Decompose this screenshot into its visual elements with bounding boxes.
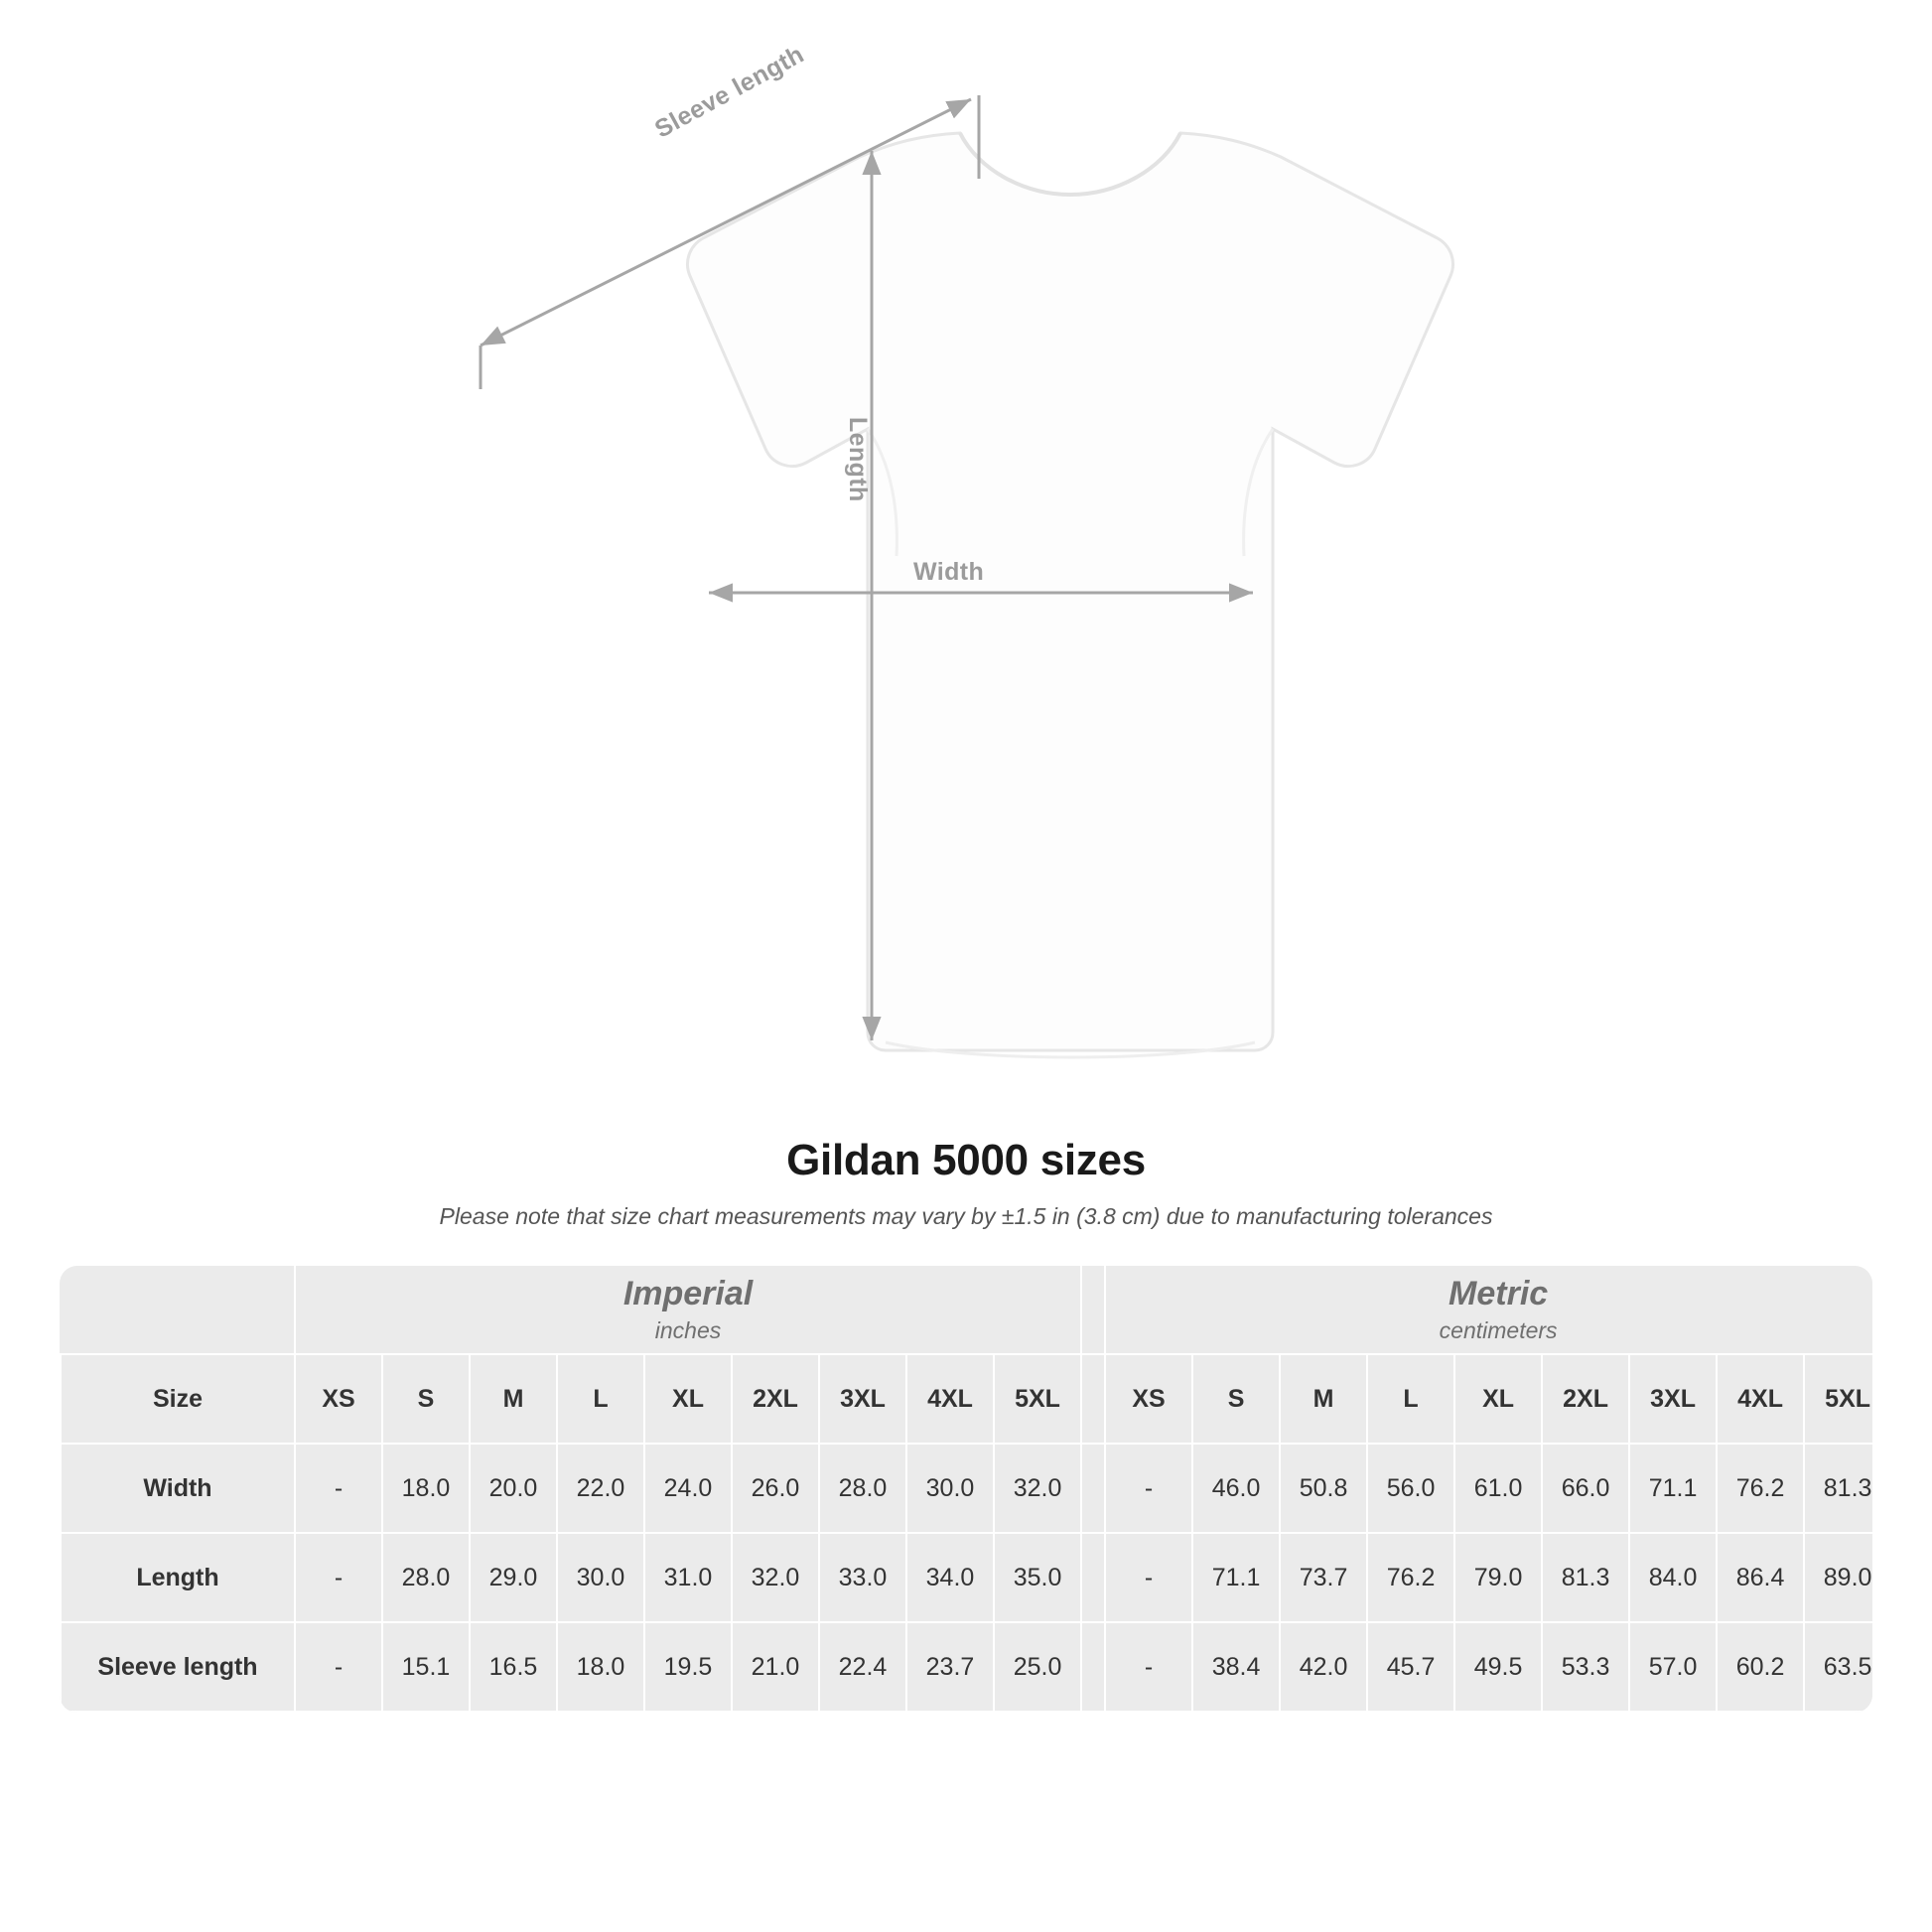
- size-header-row: [61, 1354, 1872, 1444]
- metric-unit-name: Metric: [1449, 1274, 1549, 1312]
- sleeve-imperial-m: 16.5: [470, 1622, 557, 1712]
- table-row: [61, 1533, 1872, 1622]
- size-header-metric-5xl: 5XL: [1804, 1354, 1872, 1444]
- width-metric-s: 46.0: [1192, 1444, 1280, 1533]
- imperial-unit-name: Imperial: [622, 1274, 754, 1312]
- sleeve-imperial-xl: 19.5: [644, 1622, 732, 1712]
- width-metric-4xl: 76.2: [1717, 1444, 1804, 1533]
- size-row-label: Size: [61, 1354, 295, 1444]
- width-imperial-l: 22.0: [557, 1444, 644, 1533]
- length-metric-s: 71.1: [1192, 1533, 1280, 1622]
- length-imperial-xs: -: [295, 1533, 382, 1622]
- width-metric-xl: 61.0: [1454, 1444, 1542, 1533]
- length-dimension-label: Length: [844, 417, 872, 502]
- sleeve-imperial-l: 18.0: [557, 1622, 644, 1712]
- width-metric-m: 50.8: [1280, 1444, 1367, 1533]
- sleeve-metric-xs: -: [1105, 1622, 1192, 1712]
- length-imperial-xl: 31.0: [644, 1533, 732, 1622]
- sleeve-metric-5xl: 63.5: [1804, 1622, 1872, 1712]
- row-label-width: Width: [61, 1444, 295, 1533]
- length-metric-xl: 79.0: [1454, 1533, 1542, 1622]
- sleeve-metric-xl: 49.5: [1454, 1622, 1542, 1712]
- size-table: [60, 1266, 1872, 1713]
- sleeve-imperial-s: 15.1: [382, 1622, 470, 1712]
- sleeve-imperial-xs: -: [295, 1622, 382, 1712]
- sleeve-metric-m: 42.0: [1280, 1622, 1367, 1712]
- size-header-metric-2xl: 2XL: [1542, 1354, 1629, 1444]
- tolerance-note: Please note that size chart measurements may vary by ±1.5 in (3.8 cm) due to manufacturing tolerances: [439, 1203, 1493, 1229]
- size-header-metric-m: M: [1280, 1354, 1367, 1444]
- length-metric-5xl: 89.0: [1804, 1533, 1872, 1622]
- width-imperial-m: 20.0: [470, 1444, 557, 1533]
- size-header-metric-xl: XL: [1454, 1354, 1542, 1444]
- size-header-metric-s: S: [1192, 1354, 1280, 1444]
- sleeve-imperial-5xl: 25.0: [994, 1622, 1081, 1712]
- size-table-wrapper: [60, 1266, 1872, 1713]
- size-header-imperial-s: S: [382, 1354, 470, 1444]
- length-metric-2xl: 81.3: [1542, 1533, 1629, 1622]
- width-imperial-s: 18.0: [382, 1444, 470, 1533]
- unit-header-row: [61, 1266, 1872, 1354]
- length-imperial-2xl: 32.0: [732, 1533, 819, 1622]
- sleeve-metric-3xl: 57.0: [1629, 1622, 1717, 1712]
- size-header-imperial-2xl: 2XL: [732, 1354, 819, 1444]
- width-metric-xs: -: [1105, 1444, 1192, 1533]
- row-spacer-cell: [1081, 1444, 1105, 1533]
- sleeve-imperial-4xl: 23.7: [906, 1622, 994, 1712]
- tshirt-shape: [688, 133, 1453, 1057]
- width-imperial-2xl: 26.0: [732, 1444, 819, 1533]
- length-metric-xs: -: [1105, 1533, 1192, 1622]
- width-imperial-3xl: 28.0: [819, 1444, 906, 1533]
- width-metric-3xl: 71.1: [1629, 1444, 1717, 1533]
- length-imperial-s: 28.0: [382, 1533, 470, 1622]
- width-metric-5xl: 81.3: [1804, 1444, 1872, 1533]
- sleeve-metric-4xl: 60.2: [1717, 1622, 1804, 1712]
- width-imperial-4xl: 30.0: [906, 1444, 994, 1533]
- size-header-imperial-3xl: 3XL: [819, 1354, 906, 1444]
- size-header-imperial-4xl: 4XL: [906, 1354, 994, 1444]
- size-header-metric-l: L: [1367, 1354, 1454, 1444]
- row-spacer-cell: [1081, 1533, 1105, 1622]
- sleeve-imperial-3xl: 22.4: [819, 1622, 906, 1712]
- length-imperial-3xl: 33.0: [819, 1533, 906, 1622]
- size-header-imperial-xs: XS: [295, 1354, 382, 1444]
- width-imperial-xl: 24.0: [644, 1444, 732, 1533]
- sleeve-imperial-2xl: 21.0: [732, 1622, 819, 1712]
- length-metric-m: 73.7: [1280, 1533, 1367, 1622]
- sleeve-metric-l: 45.7: [1367, 1622, 1454, 1712]
- size-header-imperial-5xl: 5XL: [994, 1354, 1081, 1444]
- width-dimension-label: Width: [913, 558, 985, 586]
- length-imperial-m: 29.0: [470, 1533, 557, 1622]
- row-label-sleeve-length: Sleeve length: [61, 1622, 295, 1712]
- sleeve-metric-s: 38.4: [1192, 1622, 1280, 1712]
- sleeve-dimension-label: Sleeve length: [650, 40, 809, 144]
- metric-unit-sub: centimeters: [1439, 1317, 1558, 1344]
- size-header-imperial-l: L: [557, 1354, 644, 1444]
- width-imperial-xs: -: [295, 1444, 382, 1533]
- width-metric-2xl: 66.0: [1542, 1444, 1629, 1533]
- size-header-imperial-xl: XL: [644, 1354, 732, 1444]
- unit-spacer-cell: [1081, 1266, 1105, 1354]
- size-header-metric-3xl: 3XL: [1629, 1354, 1717, 1444]
- length-metric-4xl: 86.4: [1717, 1533, 1804, 1622]
- size-header-metric-xs: XS: [1105, 1354, 1192, 1444]
- size-header-imperial-m: M: [470, 1354, 557, 1444]
- width-metric-l: 56.0: [1367, 1444, 1454, 1533]
- length-metric-l: 76.2: [1367, 1533, 1454, 1622]
- length-metric-3xl: 84.0: [1629, 1533, 1717, 1622]
- table-row: [61, 1622, 1872, 1712]
- page-title: Gildan 5000 sizes: [786, 1136, 1146, 1184]
- imperial-unit-sub: inches: [654, 1317, 722, 1344]
- length-imperial-4xl: 34.0: [906, 1533, 994, 1622]
- length-imperial-5xl: 35.0: [994, 1533, 1081, 1622]
- row-spacer-cell: [1081, 1622, 1105, 1712]
- size-spacer-cell: [1081, 1354, 1105, 1444]
- length-imperial-l: 30.0: [557, 1533, 644, 1622]
- size-header-metric-4xl: 4XL: [1717, 1354, 1804, 1444]
- width-imperial-5xl: 32.0: [994, 1444, 1081, 1533]
- sleeve-metric-2xl: 53.3: [1542, 1622, 1629, 1712]
- table-row: [61, 1444, 1872, 1533]
- row-label-length: Length: [61, 1533, 295, 1622]
- table-corner-cell: [61, 1266, 295, 1354]
- metric-unit-header: [1105, 1266, 1872, 1354]
- imperial-unit-header: [295, 1266, 1081, 1354]
- title-block: [0, 1136, 1932, 1230]
